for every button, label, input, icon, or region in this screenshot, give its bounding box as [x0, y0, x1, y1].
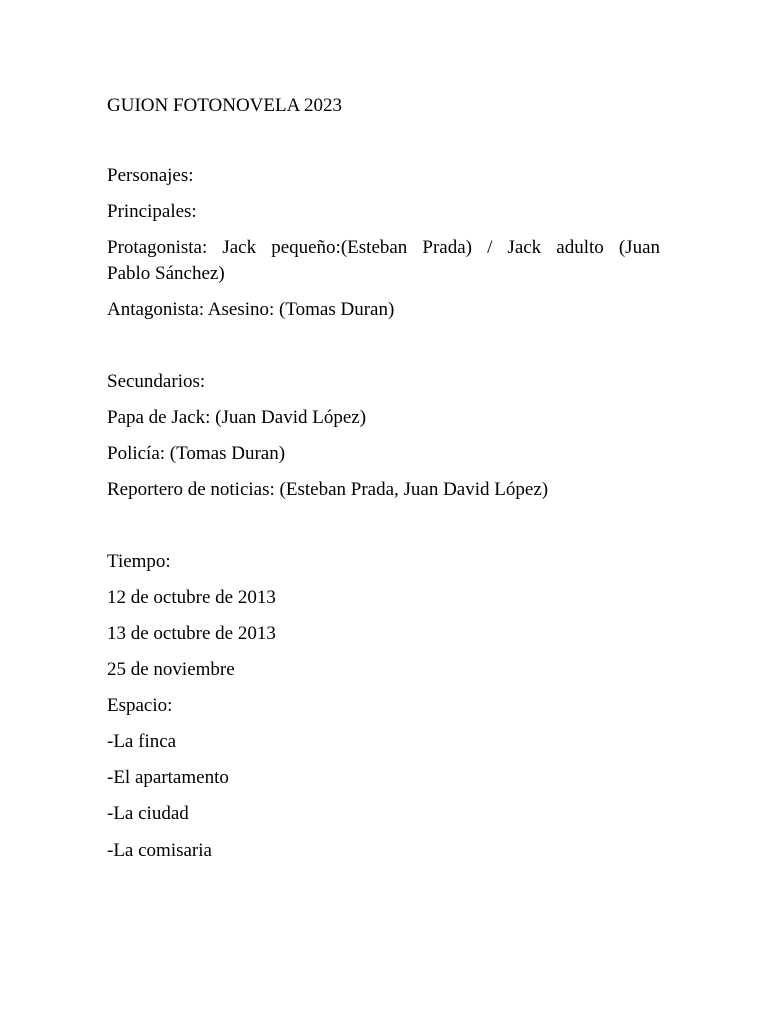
tiempo-item: 25 de noviembre — [107, 659, 235, 680]
tiempo-item: 13 de octubre de 2013 — [107, 623, 276, 644]
secundarios-heading: Secundarios: — [107, 371, 206, 392]
tiempo-item: 12 de octubre de 2013 — [107, 587, 276, 608]
principales-heading: Principales: — [107, 201, 197, 222]
secundario-item: Papa de Jack: (Juan David López) — [107, 407, 367, 428]
protagonista-line-2: Pablo Sánchez) — [107, 263, 225, 284]
document-title: GUION FOTONOVELA 2023 — [107, 95, 343, 116]
antagonista-line: Antagonista: Asesino: (Tomas Duran) — [107, 299, 395, 320]
protagonista-line-1: Protagonista: Jack pequeño:(Esteban Prada) / Jack adulto (Juan — [107, 237, 660, 258]
secundario-item: Policía: (Tomas Duran) — [107, 443, 286, 464]
espacio-item: -La comisaria — [107, 840, 212, 861]
espacio-item: -La ciudad — [107, 803, 189, 824]
tiempo-heading: Tiempo: — [107, 551, 171, 572]
espacio-item: -El apartamento — [107, 767, 229, 788]
espacio-item: -La finca — [107, 731, 177, 752]
personajes-heading: Personajes: — [107, 165, 194, 186]
secundario-item: Reportero de noticias: (Esteban Prada, Juan David López) — [107, 479, 549, 500]
espacio-heading: Espacio: — [107, 695, 173, 716]
